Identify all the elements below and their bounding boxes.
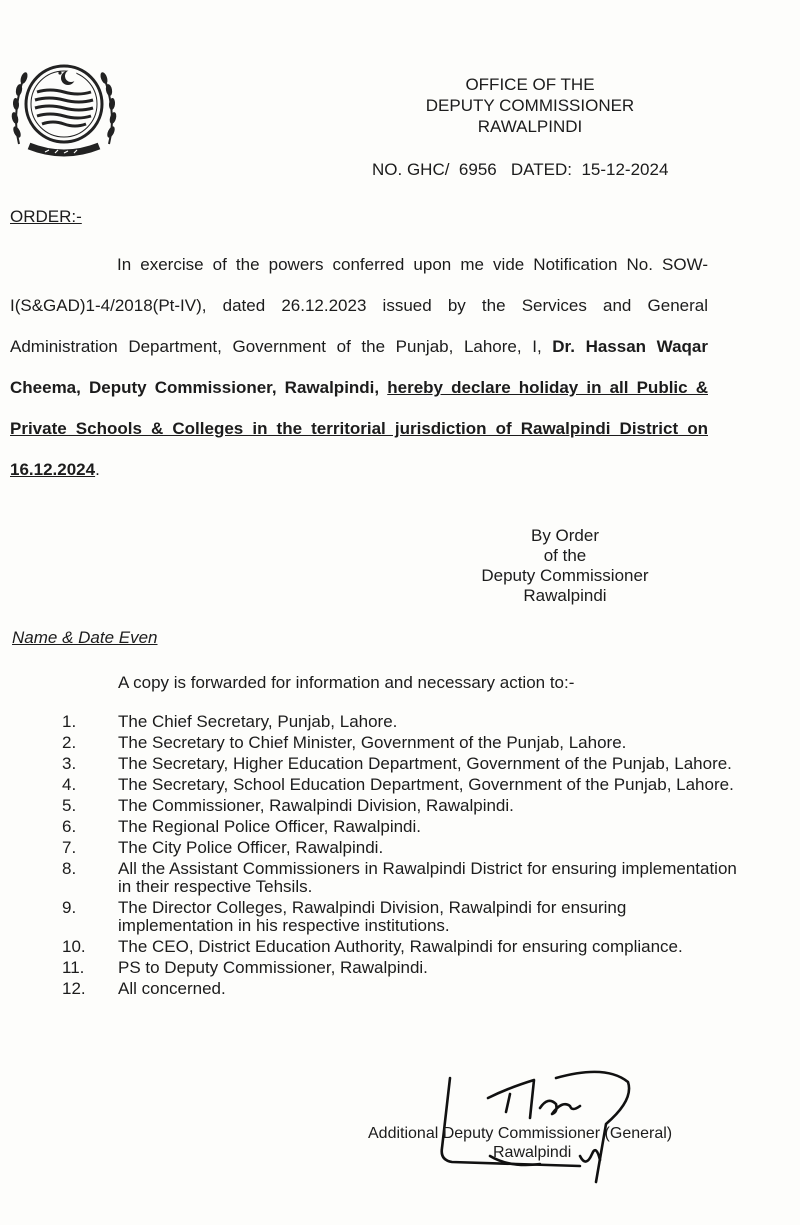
list-item — [62, 797, 742, 815]
list-item-number: 12. — [62, 979, 86, 998]
signatory-place: Rawalpindi — [493, 1144, 572, 1161]
order-title: ORDER:- — [10, 207, 82, 226]
list-item-text: All concerned. — [118, 979, 226, 998]
by-order-line-3: Deputy Commissioner — [481, 566, 649, 585]
list-item-text: The Secretary, Higher Education Department, Government of the Punjab, Lahore. — [118, 754, 732, 773]
order-text-intro: In exercise of the powers conferred upon me vide Notification No. SOW-I(S&GAD)1-4/2018(Pt-IV), dated 26.12.2023 issued by the Services and General Administration Department, Government of the Punjab, Lahore, I, — [10, 255, 708, 356]
ref-number: 6956 — [458, 160, 497, 179]
list-item-number: 1. — [62, 712, 77, 731]
list-item-number: 11. — [62, 958, 85, 977]
list-item-number: 2. — [62, 733, 77, 752]
by-order-line-2: of the — [543, 546, 587, 565]
by-order-block — [430, 526, 700, 606]
list-item-number: 7. — [62, 838, 77, 857]
dated-label: DATED: — [510, 160, 572, 179]
list-item — [62, 860, 742, 896]
list-item-number: 6. — [62, 817, 77, 836]
order-holiday-declaration: hereby declare holiday in all Public & Private Schools & Colleges in the territorial jurisdiction of Rawalpindi District on 16.12.2024 — [10, 378, 708, 479]
list-item-number: 8. — [62, 859, 77, 878]
order-text-end: . — [95, 460, 100, 479]
list-item — [62, 755, 742, 773]
list-item — [62, 980, 742, 998]
list-item — [62, 839, 742, 857]
header-line-1: OFFICE OF THE — [465, 75, 595, 94]
list-item-text: All the Assistant Commissioners in Rawalpindi District for ensuring implementation in their respective Tehsils. — [118, 859, 737, 896]
reference-line — [372, 160, 668, 180]
list-item — [62, 776, 742, 794]
list-item-text: The CEO, District Education Authority, Rawalpindi for ensuring compliance. — [118, 937, 683, 956]
punjab-seal-icon — [5, 52, 123, 164]
ref-number-label: NO. GHC/ — [372, 160, 450, 179]
list-item-number: 9. — [62, 898, 77, 917]
list-item-text: The Director Colleges, Rawalpindi Division, Rawalpindi for ensuring implementation in his respective institutions. — [118, 898, 627, 935]
list-item-text: The Chief Secretary, Punjab, Lahore. — [118, 712, 398, 731]
list-item — [62, 713, 742, 731]
punjab-government-logo — [5, 52, 123, 164]
list-item-number: 10. — [62, 937, 86, 956]
name-date-even: Name & Date Even — [12, 628, 158, 647]
header-line-3: RAWALPINDI — [477, 117, 583, 136]
by-order-line-1: By Order — [530, 526, 600, 545]
list-item — [62, 899, 742, 935]
list-item-number: 3. — [62, 754, 77, 773]
list-item-number: 5. — [62, 796, 77, 815]
list-item — [62, 818, 742, 836]
copy-forwarded-intro: A copy is forwarded for information and necessary action to:- — [118, 673, 575, 692]
order-body — [10, 244, 708, 490]
list-item — [62, 734, 742, 752]
list-item-number: 4. — [62, 775, 77, 794]
office-header — [380, 74, 680, 137]
by-order-line-4: Rawalpindi — [523, 586, 607, 605]
header-line-2: DEPUTY COMMISSIONER — [425, 96, 635, 115]
list-item-text: The City Police Officer, Rawalpindi. — [118, 838, 384, 857]
list-item — [62, 959, 742, 977]
list-item-text: The Commissioner, Rawalpindi Division, Rawalpindi. — [118, 796, 514, 815]
list-item-text: The Regional Police Officer, Rawalpindi. — [118, 817, 422, 836]
ref-date: 15-12-2024 — [581, 160, 669, 179]
list-item-text: The Secretary to Chief Minister, Government of the Punjab, Lahore. — [118, 733, 627, 752]
signatory-title: Additional Deputy Commissioner (General) — [368, 1125, 673, 1142]
order-authority-name: Dr. Hassan Waqar Cheema, Deputy Commissioner, Rawalpindi, — [10, 337, 708, 397]
list-item-text: The Secretary, School Education Department, Government of the Punjab, Lahore. — [118, 775, 734, 794]
distribution-list — [62, 713, 742, 1001]
list-item — [62, 938, 742, 956]
list-item-text: PS to Deputy Commissioner, Rawalpindi. — [118, 958, 428, 977]
